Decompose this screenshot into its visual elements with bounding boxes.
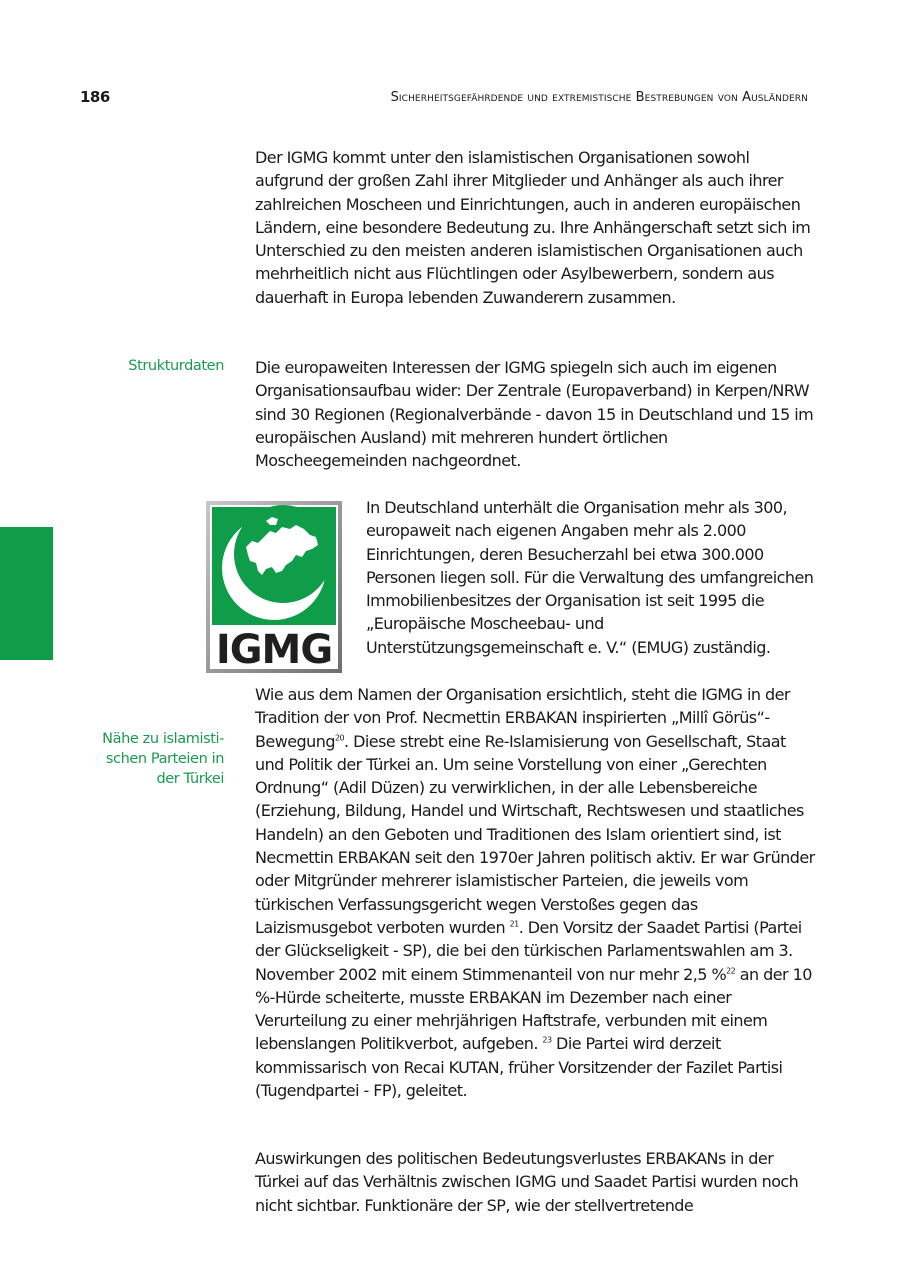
paragraph-impact: Auswirkungen des politischen Bedeutungsverlustes ERBAKANs in der Türkei auf das Verhältnis zwischen IGMG und Saadet Partisi wurden noch nicht sichtbar. Funktionäre der SP, wie der stellvertretende: [255, 1149, 799, 1215]
igmg-logo: [206, 501, 342, 673]
section-tab-marker: [0, 527, 53, 660]
paragraph-facilities: In Deutschland unterhält die Organisation mehr als 300, europaweit nach eigenen Angaben mehr als 2.000 Einrichtungen, deren Besucherzahl bei etwa 300.000 Personen liegen soll. Für die Verwaltung des umfangreichen Immobilienbesitzes der Organisation ist seit 1995 die „Europäische Moscheebau- und Unterstützungsgemeinschaft e. V.“ (EMUG) zuständig.: [366, 498, 814, 657]
margin-note-line: der Türkei: [156, 771, 224, 787]
footnote-ref-21: 21: [509, 919, 519, 929]
text-segment: an der 10 %-Hürde scheiterte, musste ERBAKAN im Dezember nach einer Verurteilung zu einer mehrjährigen Haftstrafe, verbunden mit einem lebenslangen Politikverbot, aufgeben.: [255, 964, 812, 1054]
running-head: Sicherheitsgefährdende und extremistische Bestrebungen von Ausländern: [390, 90, 808, 105]
footnote-ref-22: 22: [726, 966, 736, 976]
text-segment: Wie aus dem Namen der Organisation ersichtlich, steht die IGMG in der Tradition der von Prof. Necmettin ERBAKAN inspirierten „Millî Görüs“-Bewegung: [255, 685, 790, 751]
text-segment: . Diese strebt eine Re-Islamisierung von Gesellschaft, Staat und Politik der Türkei an. Um seine Vorstellung von einer „Gerechten Ordnung“ (Adil Düzen) zu verwirklichen, in der alle Lebensbereiche (Erziehung, Bildung, Handel und Wirtschaft, Rechtswesen und staatliches Handeln) an den Geboten und Traditionen des Islam orientiert sind, ist Necmettin ERBAKAN seit den 1970er Jahren politisch aktiv. Er war Gründer oder Mitgründer mehrerer islamistischer Parteien, die jeweils vom türkischen Verfassungsgericht wegen Verstoßes gegen das Laizismusgebot verboten wurden: [255, 731, 815, 937]
footnote-ref-20: 20: [334, 733, 345, 743]
margin-note-naehe: [102, 729, 224, 789]
page-number: 186: [80, 88, 110, 106]
margin-note-line: schen Parteien in: [105, 751, 224, 767]
margin-note-line: Nähe zu islamisti-: [102, 731, 224, 747]
paragraph-structure: Die europaweiten Interessen der IGMG spiegeln sich auch im eigenen Organisationsaufbau wider: Der Zentrale (Europaverband) in Kerpen/NRW sind 30 Regionen (Regionalverbände - davon 15 in Deutschland und 15 im europäischen Ausland) mit mehreren hundert örtlichen Moscheegemeinden nachgeordnet.: [255, 358, 814, 471]
logo-wordmark: IGMG: [215, 627, 333, 673]
paragraph-igmg-significance: Der IGMG kommt unter den islamistischen Organisationen sowohl aufgrund der großen Zahl ihrer Mitglieder und Anhänger als auch ihrer zahlreichen Moscheen und Einrichtungen, auch in anderen europäischen Ländern, eine besondere Bedeutung zu. Ihre Anhängerschaft setzt sich im Unterschied zu den meisten anderen islamistischen Organisationen auch mehrheitlich nicht aus Flüchtlingen oder Asylbewerbern, sondern aus dauerhaft in Europa lebenden Zuwanderern zusammen.: [255, 148, 811, 307]
text-segment: . Den Vorsitz der Saadet Partisi (Partei der Glückseligkeit - SP), die bei den türkischen Parlamentswahlen am 3. November 2002 mit einem Stimmenanteil von nur mehr 2,5 %: [255, 917, 802, 984]
paragraph-tradition: [255, 683, 817, 1102]
text-segment: Die Partei wird derzeit kommissarisch von Recai KUTAN, früher Vorsitzender der Fazilet Partisi (Tugendpartei - FP), geleitet.: [255, 1034, 783, 1101]
margin-note-strukturdaten: Strukturdaten: [128, 358, 224, 374]
footnote-ref-23: 23: [542, 1036, 552, 1046]
